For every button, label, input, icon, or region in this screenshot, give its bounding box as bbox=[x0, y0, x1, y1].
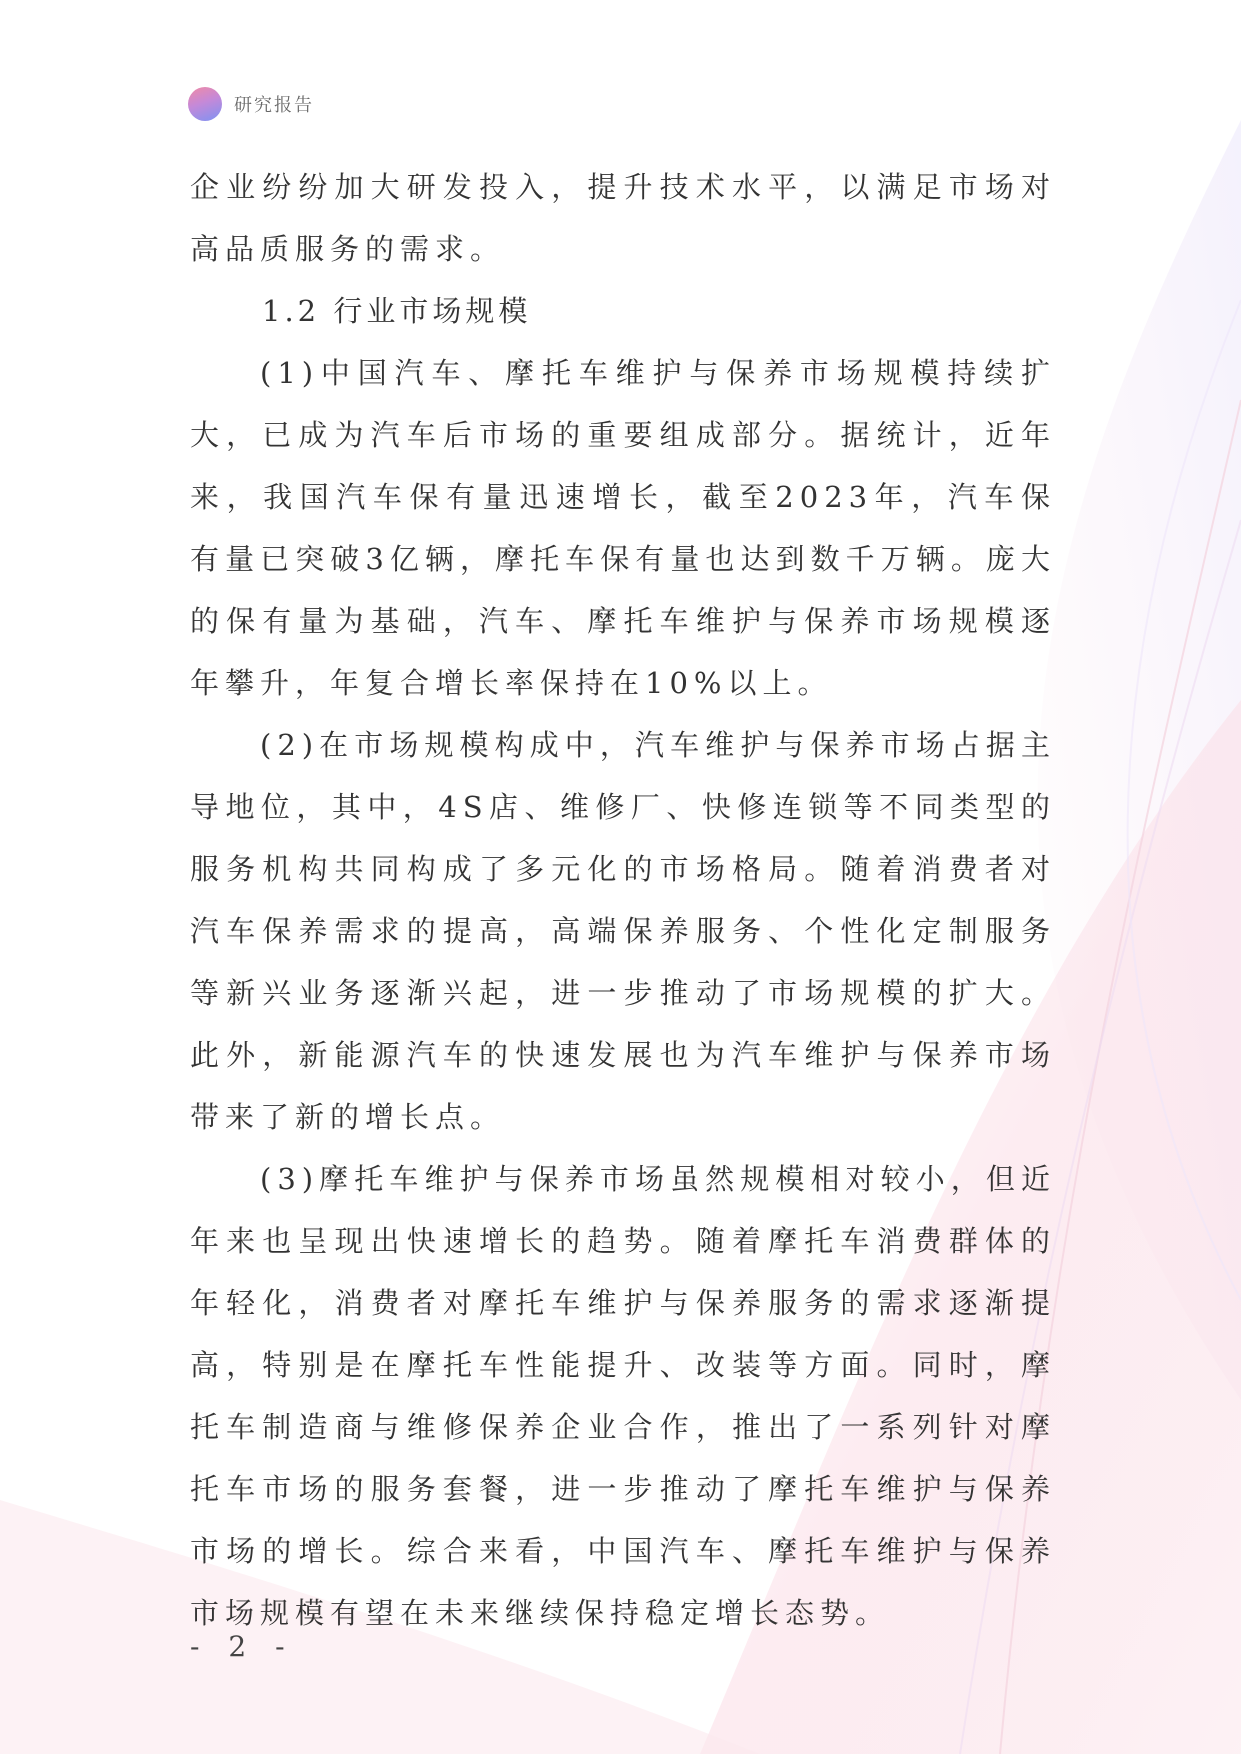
intro-paragraph: 企业纷纷加大研发投入，提升技术水平，以满足市场对高品质服务的需求。 bbox=[190, 170, 1056, 266]
logo-circle-icon bbox=[188, 87, 222, 121]
header-label: 研究报告 bbox=[234, 95, 314, 116]
main-content bbox=[190, 156, 1056, 1644]
paragraph-2: (2)在市场规模构成中，汽车维护与保养市场占据主导地位，其中，4S店、维修厂、快修连锁等不同类型的服务机构共同构成了多元化的市场格局。随着消费者对汽车保养需求的提高，高端保养服务、个性化定制服务等新兴业务逐渐兴起，进一步推动了市场规模的扩大。此外，新能源汽车的快速发展也为汽车维护与保养市场带来了新的增长点。 bbox=[190, 728, 1056, 1134]
page-number: - 2 - bbox=[190, 1630, 295, 1663]
paragraph-3: (3)摩托车维护与保养市场虽然规模相对较小，但近年来也呈现出快速增长的趋势。随着摩托车消费群体的年轻化，消费者对摩托车维护与保养服务的需求逐渐提高，特别是在摩托车性能提升、改装等方面。同时，摩托车制造商与维修保养企业合作，推出了一系列针对摩托车市场的服务套餐，进一步推动了摩托车维护与保养市场的增长。综合来看，中国汽车、摩托车维护与保养市场规模有望在未来继续保持稳定增长态势。 bbox=[190, 1162, 1056, 1630]
section-title: 1.2 行业市场规模 bbox=[262, 294, 532, 328]
report-header bbox=[188, 86, 314, 122]
paragraph-1: (1)中国汽车、摩托车维护与保养市场规模持续扩大，已成为汽车后市场的重要组成部分。据统计，近年来，我国汽车保有量迅速增长，截至2023年，汽车保有量已突破3亿辆，摩托车保有量也达到数千万辆。庞大的保有量为基础，汽车、摩托车维护与保养市场规模逐年攀升，年复合增长率保持在10%以上。 bbox=[190, 356, 1056, 700]
